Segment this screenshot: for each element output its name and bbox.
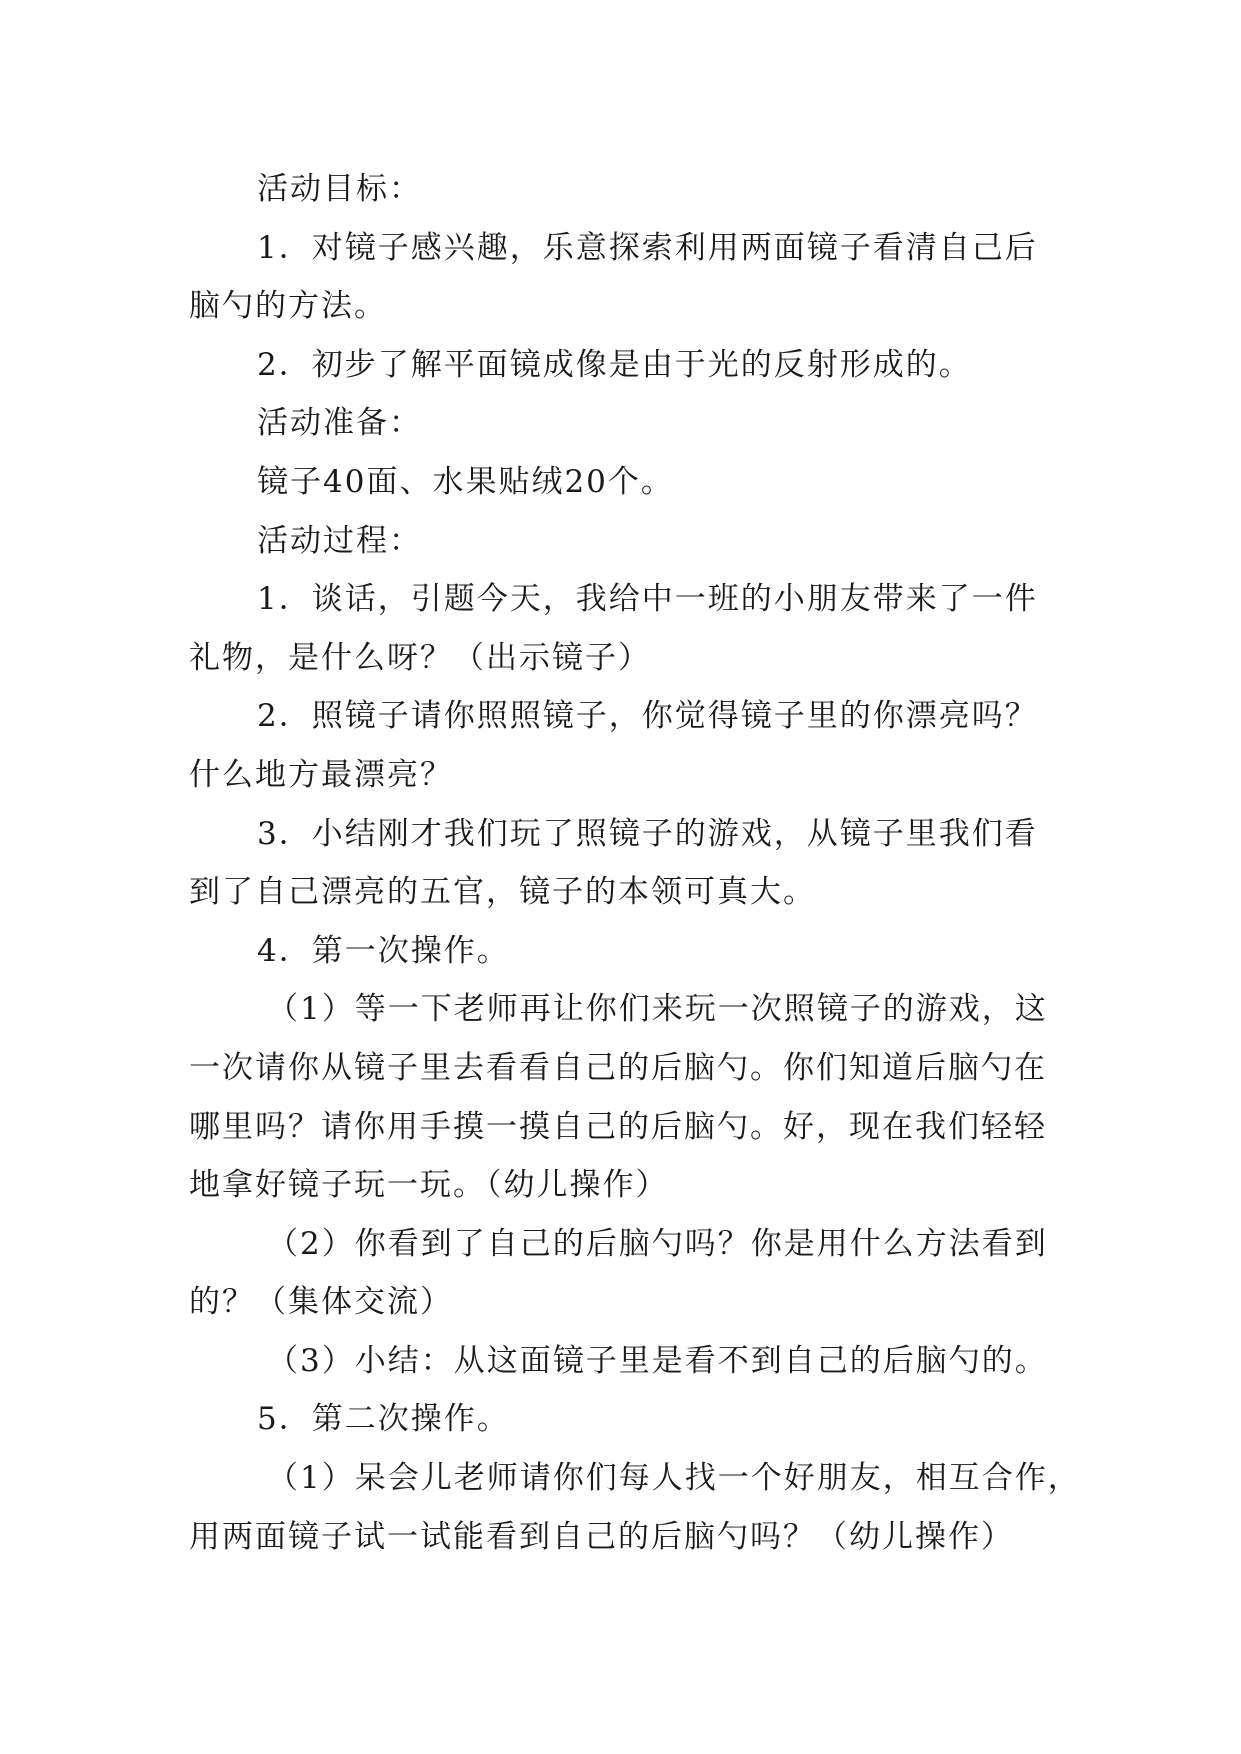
paragraph-line: 一次请你从镜子里去看看自己的后脑勺。你们知道后脑勺在 [189,1049,1047,1086]
paragraph-line: 3．小结刚才我们玩了照镜子的游戏，从镜子里我们看 [257,815,1038,852]
paragraph-line: 4．第一次操作。 [257,932,510,969]
paragraph-line: （1）呆会儿老师请你们每人找一个好朋友，相互合作， [267,1460,1081,1497]
paragraph-line: 的？（集体交流） [189,1284,453,1321]
paragraph-line: （3）小结：从这面镜子里是看不到自己的后脑勺的。 [267,1342,1048,1379]
paragraph-line: （2）你看到了自己的后脑勺吗？你是用什么方法看到 [267,1225,1048,1262]
heading-activity-goals: 活动目标： [257,171,422,207]
paragraph-line: 什么地方最漂亮？ [189,756,453,793]
paragraph-line: 镜子40面、水果贴绒20个。 [257,463,674,500]
paragraph-line: 1．对镜子感兴趣，乐意探索利用两面镜子看清自己后 [257,229,1038,266]
paragraph-line: （1）等一下老师再让你们来玩一次照镜子的游戏，这 [267,991,1048,1028]
paragraph-line: 到了自己漂亮的五官，镜子的本领可真大。 [189,874,816,911]
paragraph-line: 1．谈话，引题今天，我给中一班的小朋友带来了一件 [257,581,1038,618]
paragraph-line: 2．照镜子请你照照镜子，你觉得镜子里的你漂亮吗？ [257,698,1038,735]
paragraph-line: 礼物，是什么呀？（出示镜子） [189,639,651,676]
heading-activity-preparation: 活动准备： [257,405,422,442]
paragraph-line: 脑勺的方法。 [189,288,387,325]
heading-activity-process: 活动过程： [257,522,422,559]
paragraph-line: 2．初步了解平面镜成像是由于光的反射形成的。 [257,346,972,383]
paragraph-line: 用两面镜子试一试能看到自己的后脑勺吗？（幼儿操作） [189,1518,1014,1555]
paragraph-line: 地拿好镜子玩一玩。（幼儿操作） [189,1167,669,1204]
document-page [189,160,1081,1566]
paragraph-line: 5．第二次操作。 [257,1401,510,1438]
paragraph-line: 哪里吗？请你用手摸一摸自己的后脑勺。好，现在我们轻轻 [189,1108,1047,1145]
